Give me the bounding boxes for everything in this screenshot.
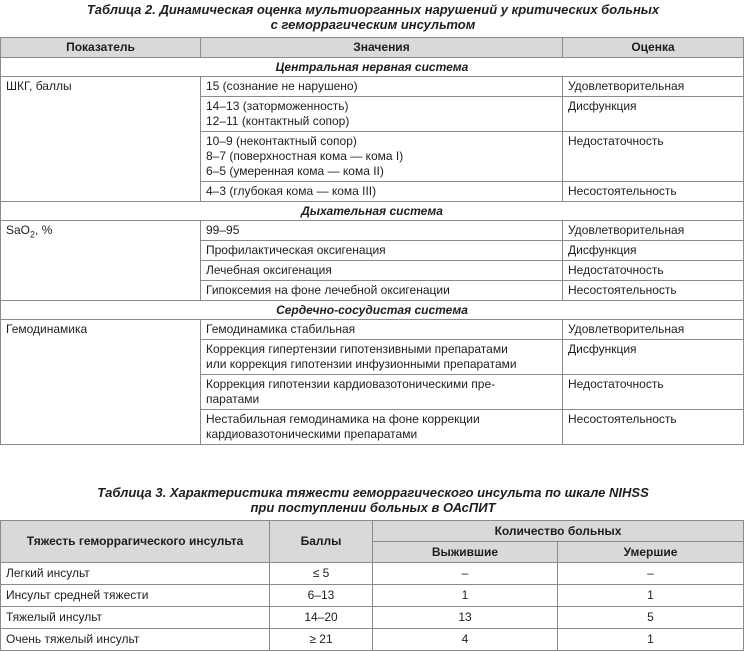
score-cell: ≤ 5	[270, 563, 373, 585]
sao2-label-sub: 2	[30, 229, 36, 240]
header-score: Баллы	[270, 521, 373, 563]
survived-cell: 4	[373, 629, 558, 651]
grade-cell: Несостоятельность	[563, 410, 744, 445]
value-line: 10–9 (неконтактный сопор)	[206, 134, 357, 148]
value-line: кардиовазотоническими препаратами	[206, 427, 418, 441]
indicator-hemodynamics: Гемодинамика	[1, 320, 201, 445]
header-assessment: Оценка	[563, 38, 744, 58]
table-row	[1, 221, 744, 241]
sao2-label-main: SaO	[6, 223, 31, 237]
grade-cell: Удовлетворительная	[563, 320, 744, 340]
header-count: Количество больных	[373, 521, 744, 542]
value-cell: 99–95	[201, 221, 563, 241]
table2	[0, 37, 744, 445]
table3-title-line2: при поступлении больных в ОАсПИТ	[250, 500, 496, 515]
score-cell: 14–20	[270, 607, 373, 629]
section-row-resp	[1, 202, 744, 221]
died-cell: 1	[558, 585, 744, 607]
value-cell	[201, 97, 563, 132]
survived-cell: 1	[373, 585, 558, 607]
value-line: Нестабильная гемодинамика на фоне коррекции	[206, 412, 480, 426]
indicator-sao2	[1, 221, 201, 301]
indicator-gcs: ШКГ, баллы	[1, 77, 201, 202]
severity-cell: Тяжелый инсульт	[1, 607, 270, 629]
table-row	[1, 607, 744, 629]
value-line: 8–7 (поверхностная кома — кома I)	[206, 149, 404, 163]
table3-header-row-1	[1, 521, 744, 542]
died-cell: 5	[558, 607, 744, 629]
header-died: Умершие	[558, 542, 744, 563]
value-cell	[201, 375, 563, 410]
value-line: Коррекция гипотензии кардиовазотоническими пре-	[206, 377, 496, 391]
value-cell: 4–3 (глубокая кома — кома III)	[201, 182, 563, 202]
table3-title	[0, 485, 746, 515]
section-title-cns: Центральная нервная система	[1, 58, 744, 77]
section-row-cns	[1, 58, 744, 77]
value-line: 14–13 (заторможенность)	[206, 99, 349, 113]
score-cell: 6–13	[270, 585, 373, 607]
score-cell: ≥ 21	[270, 629, 373, 651]
section-title-cardio: Сердечно-сосудистая система	[1, 301, 744, 320]
grade-cell: Недостаточность	[563, 261, 744, 281]
table-row	[1, 563, 744, 585]
table2-title-line1: Таблица 2. Динамическая оценка мультиорганных нарушений у критических больных	[86, 2, 660, 17]
table3-title-line1: Таблица 3. Характеристика тяжести геморрагического инсульта по шкале NIHSS	[97, 485, 649, 500]
table-row	[1, 629, 744, 651]
header-survived: Выжившие	[373, 542, 558, 563]
value-cell: Лечебная оксигенация	[201, 261, 563, 281]
severity-cell: Инсульт средней тяжести	[1, 585, 270, 607]
table2-header-row	[1, 38, 744, 58]
value-cell	[201, 132, 563, 182]
value-cell: 15 (сознание не нарушено)	[201, 77, 563, 97]
value-line: 6–5 (умеренная кома — кома II)	[206, 164, 384, 178]
grade-cell: Несостоятельность	[563, 182, 744, 202]
table3	[0, 520, 744, 651]
table2-title	[0, 2, 746, 32]
survived-cell: –	[373, 563, 558, 585]
header-values: Значения	[201, 38, 563, 58]
table-row	[1, 320, 744, 340]
grade-cell: Удовлетворительная	[563, 221, 744, 241]
value-cell	[201, 410, 563, 445]
header-severity: Тяжесть геморрагического инсульта	[1, 521, 270, 563]
grade-cell: Несостоятельность	[563, 281, 744, 301]
value-line: паратами	[206, 392, 260, 406]
table-row	[1, 585, 744, 607]
grade-cell: Недостаточность	[563, 132, 744, 182]
grade-cell: Удовлетворительная	[563, 77, 744, 97]
value-cell	[201, 340, 563, 375]
section-row-cardio	[1, 301, 744, 320]
value-cell: Профилактическая оксигенация	[201, 241, 563, 261]
sao2-label-unit: , %	[35, 223, 53, 237]
table-row	[1, 77, 744, 97]
severity-cell: Легкий инсульт	[1, 563, 270, 585]
header-indicator: Показатель	[1, 38, 201, 58]
grade-cell: Дисфункция	[563, 97, 744, 132]
grade-cell: Дисфункция	[563, 340, 744, 375]
section-title-resp: Дыхательная система	[1, 202, 744, 221]
grade-cell: Недостаточность	[563, 375, 744, 410]
survived-cell: 13	[373, 607, 558, 629]
died-cell: –	[558, 563, 744, 585]
table2-title-line2: с геморрагическим инсультом	[270, 17, 476, 32]
value-cell: Гипоксемия на фоне лечебной оксигенации	[201, 281, 563, 301]
value-line: Коррекция гипертензии гипотензивными препаратами	[206, 342, 508, 356]
value-line: или коррекция гипотензии инфузионными препаратами	[206, 357, 517, 371]
value-cell: Гемодинамика стабильная	[201, 320, 563, 340]
grade-cell: Дисфункция	[563, 241, 744, 261]
severity-cell: Очень тяжелый инсульт	[1, 629, 270, 651]
died-cell: 1	[558, 629, 744, 651]
value-line: 12–11 (контактный сопор)	[206, 114, 350, 128]
